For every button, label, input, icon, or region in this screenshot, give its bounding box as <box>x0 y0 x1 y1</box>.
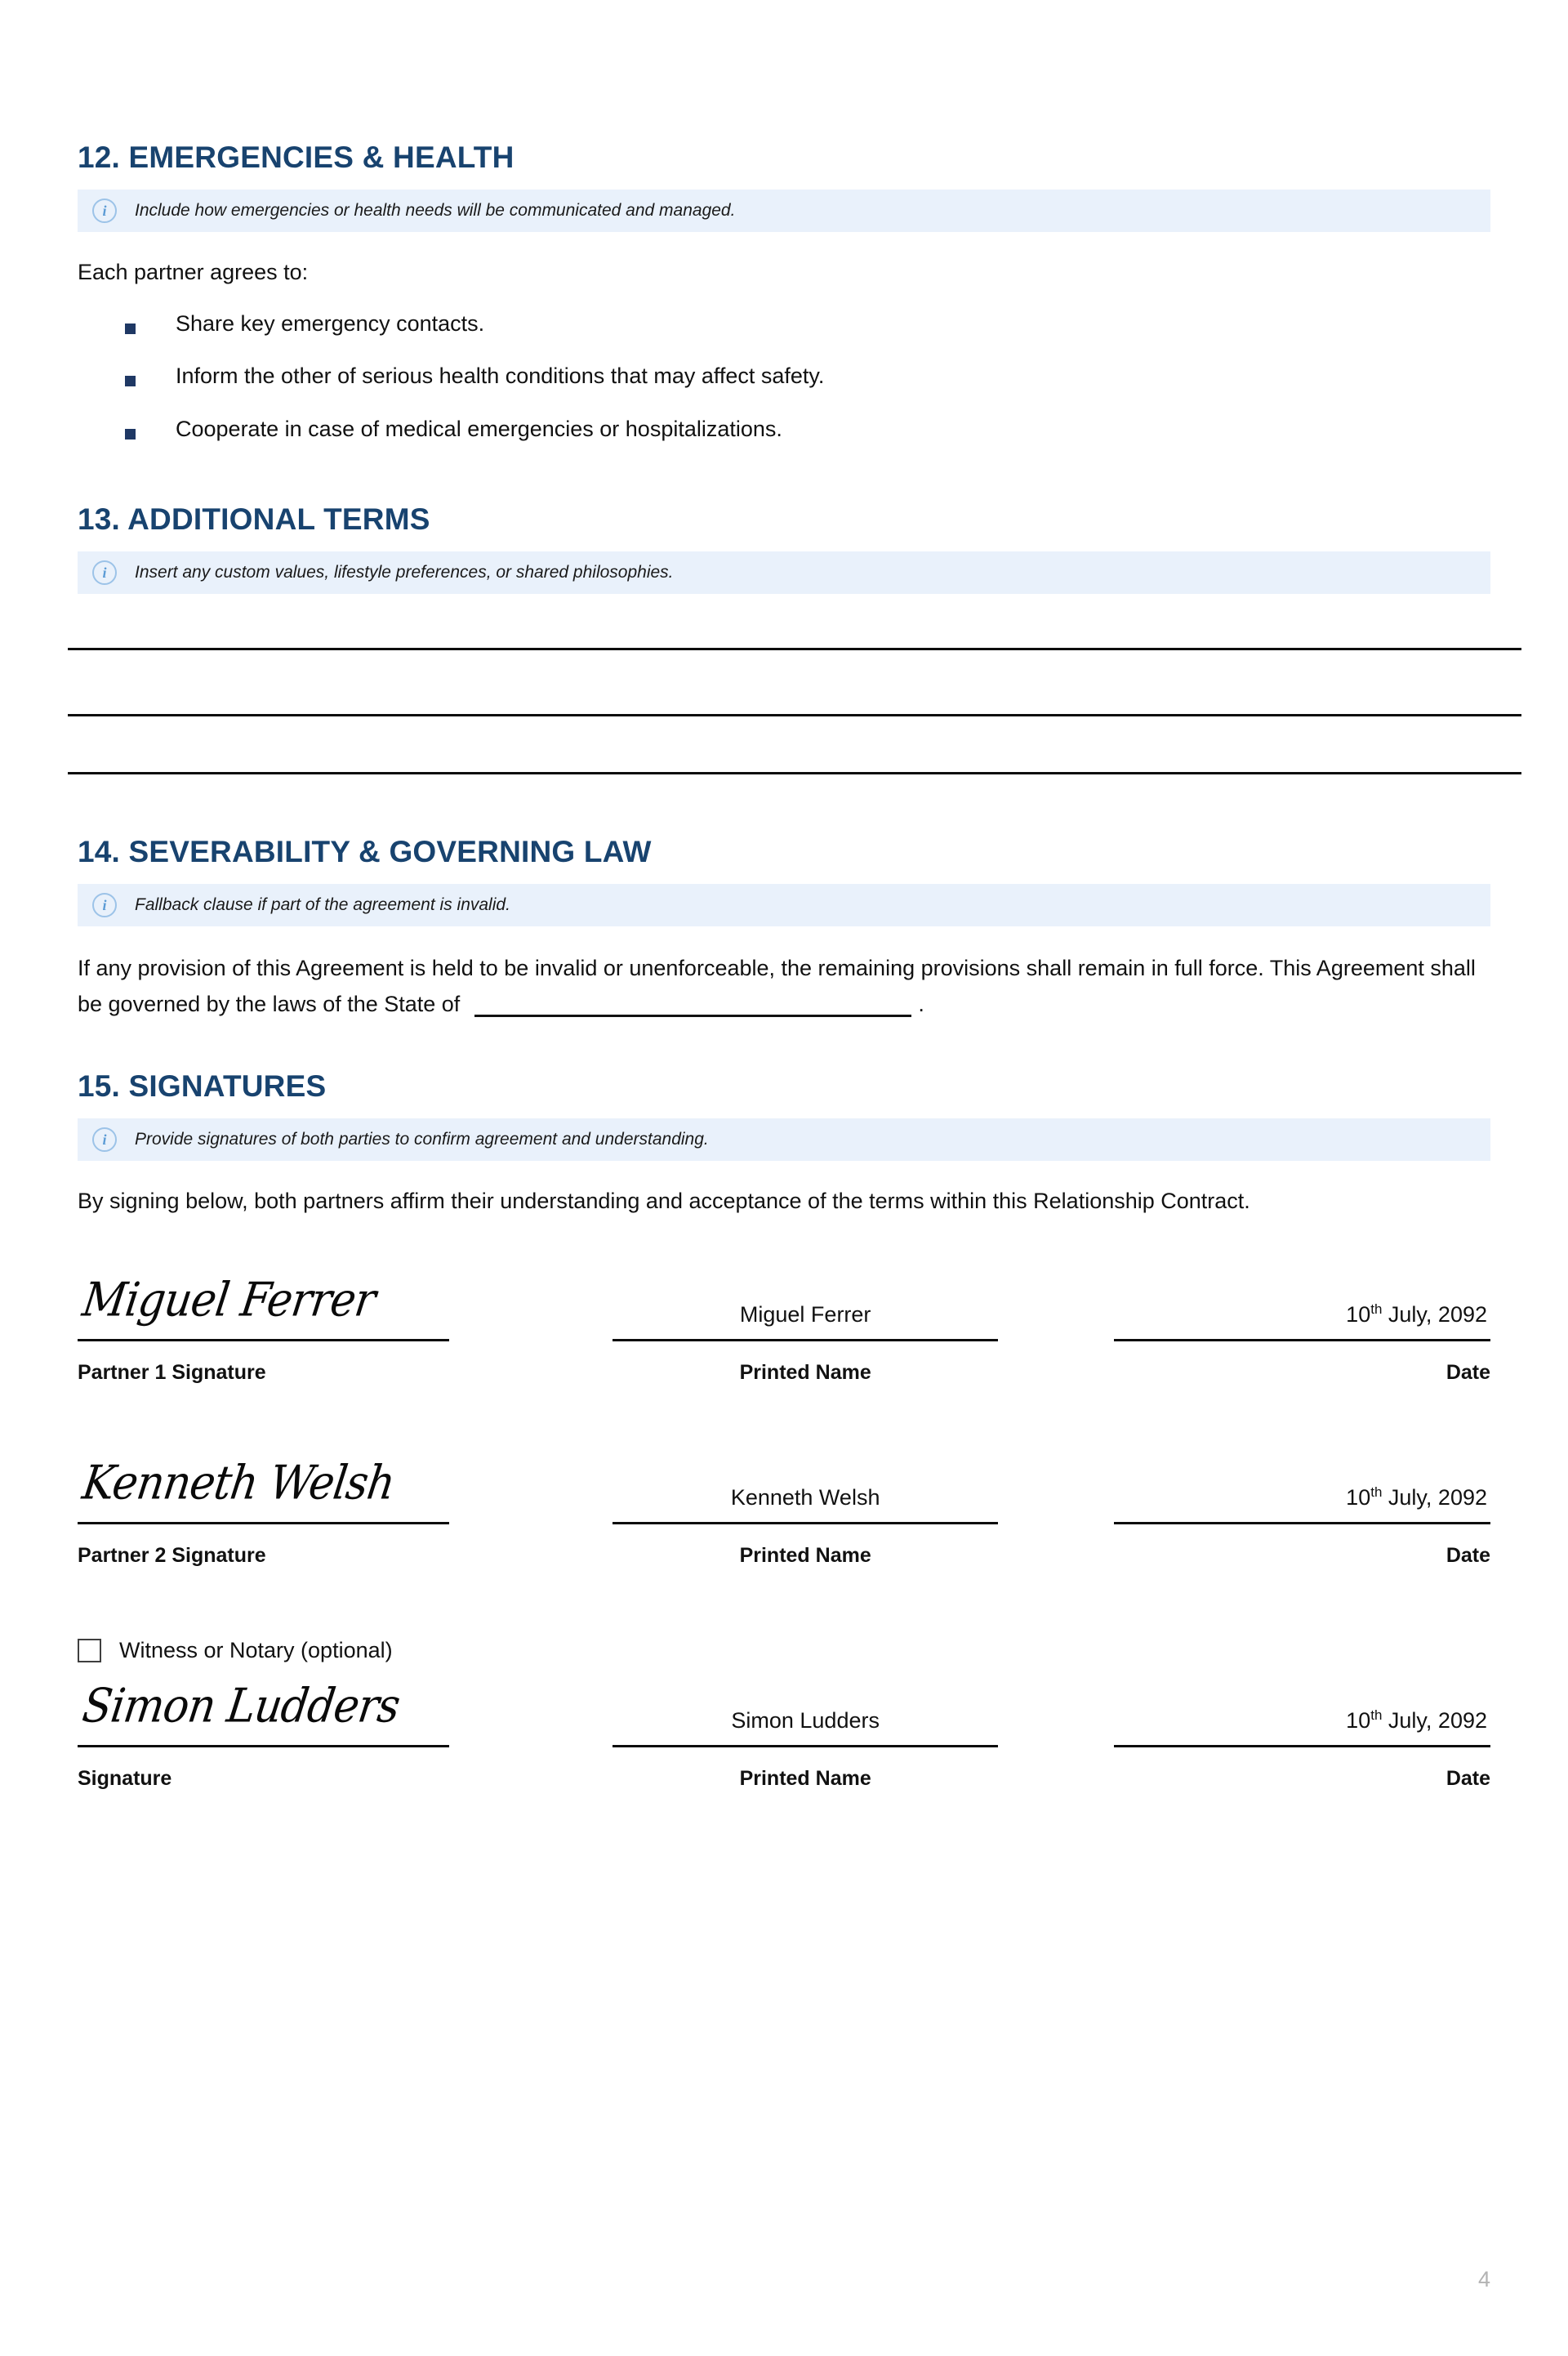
date-ordinal: th <box>1370 1707 1383 1724</box>
hint-text: Insert any custom values, lifestyle preferences, or shared philosophies. <box>135 562 674 582</box>
hint-text: Provide signatures of both parties to confirm agreement and understanding. <box>135 1130 709 1149</box>
list-item-text: Share key emergency contacts. <box>176 310 485 336</box>
signature-caption: Partner 2 Signature <box>78 1544 266 1568</box>
signature-caption: Partner 1 Signature <box>78 1361 266 1385</box>
list-item-text: Inform the other of serious health conditions that may affect safety. <box>176 364 825 389</box>
date-value[interactable] <box>1114 1675 1490 1745</box>
date-value[interactable] <box>1114 1452 1490 1522</box>
list-item <box>125 416 1490 442</box>
hint-text: Include how emergencies or health needs will be communicated and managed. <box>135 201 736 220</box>
printed-name-value[interactable]: Miguel Ferrer <box>739 1302 871 1327</box>
section-heading-signatures: 15. SIGNATURES <box>78 1069 327 1104</box>
signature-column-witness <box>78 1675 449 1791</box>
signature-column-partner-2 <box>78 1452 449 1568</box>
hint-callout-additional-terms <box>78 551 1490 594</box>
date-line[interactable] <box>1114 1745 1490 1747</box>
date-line[interactable] <box>1114 1522 1490 1524</box>
signature-mark[interactable]: Kenneth Welsh <box>79 1456 398 1510</box>
additional-terms-write-in-lines[interactable] <box>78 648 1490 774</box>
printed-name-value[interactable]: Simon Ludders <box>731 1708 880 1734</box>
date-caption: Date <box>1446 1361 1490 1385</box>
info-icon: i <box>92 560 117 585</box>
date-rest: July, 2092 <box>1382 1708 1487 1734</box>
signature-row-witness <box>78 1675 1490 1791</box>
signature-column-partner-1 <box>78 1269 449 1385</box>
printed-name-column-partner-1 <box>612 1269 998 1385</box>
hint-callout-signatures <box>78 1118 1490 1161</box>
hint-text: Fallback clause if part of the agreement is invalid. <box>135 895 510 914</box>
section-heading-severability: 14. SEVERABILITY & GOVERNING LAW <box>78 834 652 868</box>
blank-write-line[interactable] <box>68 772 1521 774</box>
document-page <box>0 141 1568 2356</box>
signature-line[interactable] <box>78 1522 449 1524</box>
signature-caption: Signature <box>78 1767 172 1791</box>
signature-line[interactable] <box>78 1339 449 1341</box>
date-ordinal: th <box>1370 1484 1383 1501</box>
square-bullet-icon <box>125 376 136 386</box>
section-heading-additional-terms: 13. ADDITIONAL TERMS <box>78 502 430 536</box>
date-column-partner-1 <box>1114 1269 1490 1385</box>
info-icon: i <box>92 1127 117 1152</box>
hint-callout-emergencies <box>78 190 1490 232</box>
date-caption: Date <box>1446 1544 1490 1568</box>
printed-name-column-partner-2 <box>612 1452 998 1568</box>
hint-callout-severability <box>78 884 1490 926</box>
date-day: 10 <box>1346 1708 1371 1734</box>
date-rest: July, 2092 <box>1382 1302 1487 1327</box>
list-item <box>125 310 1490 337</box>
printed-name-value[interactable]: Kenneth Welsh <box>730 1485 880 1510</box>
date-day: 10 <box>1346 1485 1371 1510</box>
witness-checkbox[interactable] <box>78 1639 101 1662</box>
signatures-paragraph: By signing below, both partners affirm their understanding and acceptance of the terms within this Relationship Contract. <box>78 1189 1250 1214</box>
severability-paragraph <box>78 951 1490 1022</box>
date-rest: July, 2092 <box>1382 1485 1487 1510</box>
info-icon: i <box>92 893 117 917</box>
date-ordinal: th <box>1370 1301 1383 1318</box>
info-icon: i <box>92 199 117 223</box>
date-column-witness <box>1114 1675 1490 1791</box>
date-value[interactable] <box>1114 1269 1490 1339</box>
witness-checkbox-label: Witness or Notary (optional) <box>119 1638 393 1663</box>
list-item <box>125 363 1490 389</box>
signature-row-partner-1 <box>78 1269 1490 1385</box>
list-item-text: Cooperate in case of medical emergencies or hospitalizations. <box>176 416 782 441</box>
date-column-partner-2 <box>1114 1452 1490 1568</box>
severability-paragraph-tail: . <box>918 991 924 1016</box>
signature-row-partner-2 <box>78 1452 1490 1568</box>
governing-state-blank[interactable] <box>474 993 911 1017</box>
severability-paragraph-text: If any provision of this Agreement is held to be invalid or unenforceable, the remaining provisions shall remain in full force. This Agreement shall be governed by the laws of the State of <box>78 955 1476 1016</box>
date-day: 10 <box>1346 1302 1371 1327</box>
printed-name-column-witness <box>612 1675 998 1791</box>
date-line[interactable] <box>1114 1339 1490 1341</box>
printed-name-caption: Printed Name <box>739 1361 871 1385</box>
printed-name-line[interactable] <box>612 1745 998 1747</box>
date-caption: Date <box>1446 1767 1490 1791</box>
signature-mark[interactable]: Simon Ludders <box>79 1679 403 1734</box>
witness-optional-row[interactable] <box>78 1638 1490 1663</box>
printed-name-caption: Printed Name <box>739 1544 871 1568</box>
printed-name-line[interactable] <box>612 1339 998 1341</box>
page-number: 4 <box>1477 2267 1490 2291</box>
printed-name-line[interactable] <box>612 1522 998 1524</box>
signature-line[interactable] <box>78 1745 449 1747</box>
square-bullet-icon <box>125 429 136 440</box>
emergencies-intro-text: Each partner agrees to: <box>78 260 309 284</box>
printed-name-caption: Printed Name <box>739 1767 871 1791</box>
section-heading-emergencies: 12. EMERGENCIES & HEALTH <box>78 141 514 174</box>
signature-mark[interactable]: Miguel Ferrer <box>79 1273 379 1327</box>
square-bullet-icon <box>125 324 136 334</box>
emergencies-bullet-list <box>125 310 1490 442</box>
